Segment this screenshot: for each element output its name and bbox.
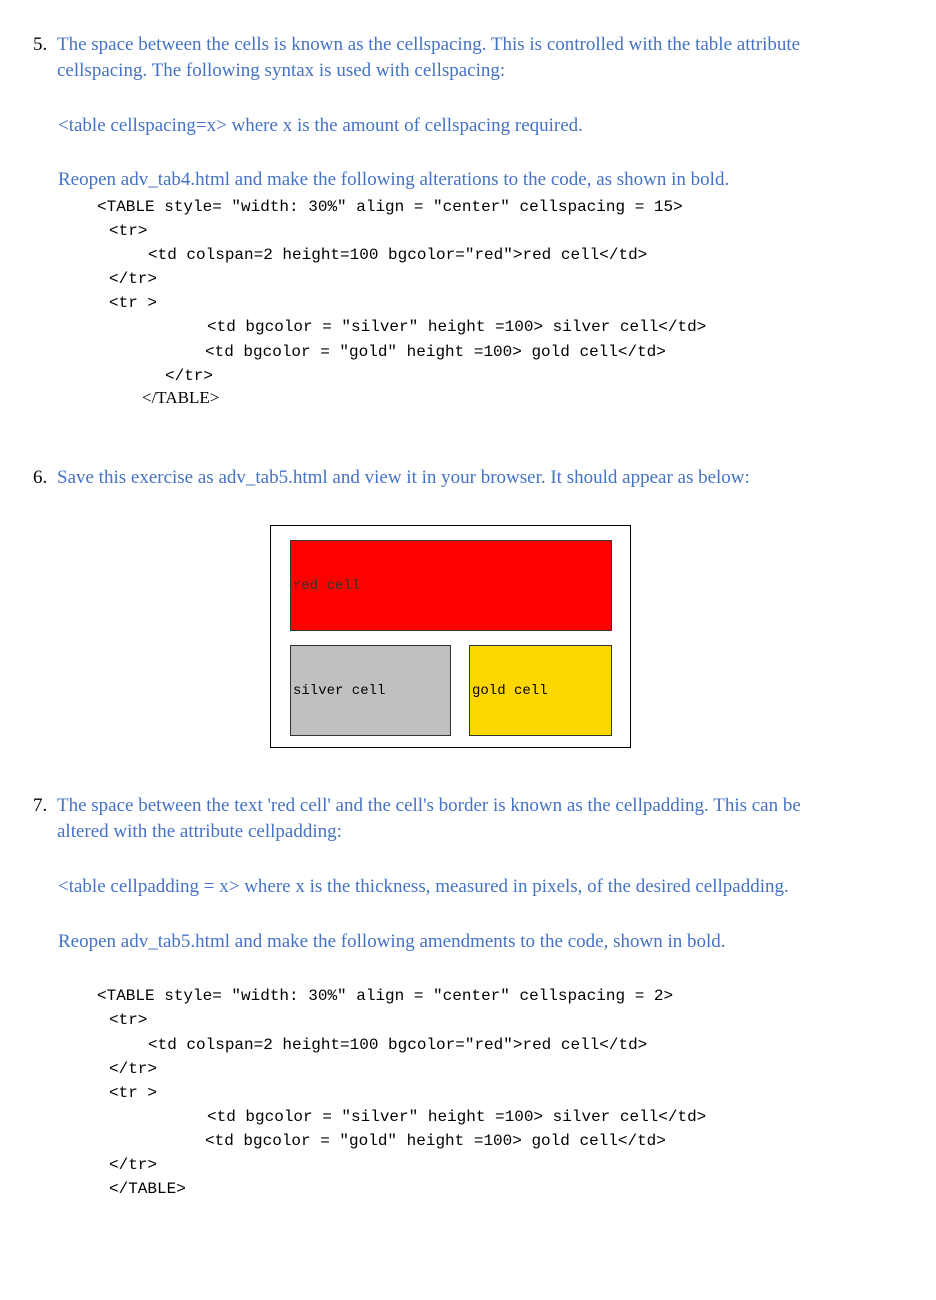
step7-code-line-0: <TABLE style= "width: 30%" align = "center" cellspacing = 2>	[97, 987, 674, 1005]
step7-instruction: Reopen adv_tab5.html and make the following amendments to the code, shown in bold.	[58, 931, 726, 952]
step7-code-line-7: </tr>	[109, 1156, 158, 1174]
step5-number: 5.	[33, 34, 48, 55]
step7-code-line-1: <tr>	[109, 1011, 148, 1029]
step6-number: 6.	[33, 467, 48, 488]
step7-number: 7.	[33, 795, 48, 816]
step5-code-line-1: <tr>	[109, 222, 148, 240]
step7-syntax: <table cellpadding = x> where x is the thickness, measured in pixels, of the desired cellpadding.	[58, 876, 789, 897]
step7-line2: altered with the attribute cellpadding:	[57, 821, 342, 842]
red-cell-label: red cell	[293, 577, 361, 594]
step5-instruction: Reopen adv_tab4.html and make the following alterations to the code, as shown in bold.	[58, 169, 730, 190]
silver-cell	[290, 645, 451, 736]
step7-code-line-3: </tr>	[109, 1060, 158, 1078]
step6-paragraph	[33, 465, 893, 491]
step6-text: Save this exercise as adv_tab5.html and view it in your browser. It should appear as below:	[57, 467, 750, 488]
step5-code-line-0: <TABLE style= "width: 30%" align = "center" cellspacing = 15>	[97, 198, 683, 216]
step7-line1: The space between the text 'red cell' and the cell's border is known as the cellpadding. This can be	[57, 795, 801, 816]
step5-code-line-6: <td bgcolor = "gold" height =100> gold cell</td>	[205, 343, 666, 361]
step5-line1: The space between the cells is known as the cellspacing. This is controlled with the table attribute	[57, 34, 801, 55]
step7-code-line-8: </TABLE>	[109, 1180, 186, 1198]
step5-code-line-5: <td bgcolor = "silver" height =100> silver cell</td>	[207, 318, 707, 336]
step7-code-line-6: <td bgcolor = "gold" height =100> gold cell</td>	[205, 1132, 666, 1150]
gold-cell	[469, 645, 612, 736]
demo-table	[270, 525, 631, 748]
step5-code-line-7: </tr>	[165, 367, 214, 385]
step5-syntax: <table cellspacing=x> where x is the amount of cellspacing required.	[58, 115, 583, 136]
red-cell	[290, 540, 612, 631]
step5-code-line-4: <tr >	[109, 294, 158, 312]
step7-paragraph	[33, 793, 893, 845]
gold-cell-label: gold cell	[472, 682, 548, 699]
step7-code-line-2: <td colspan=2 height=100 bgcolor="red">red cell</td>	[148, 1036, 648, 1054]
step7-code-line-5: <td bgcolor = "silver" height =100> silver cell</td>	[207, 1108, 707, 1126]
step7-code-line-4: <tr >	[109, 1084, 158, 1102]
step5-paragraph	[33, 32, 893, 84]
silver-cell-label: silver cell	[293, 682, 386, 699]
step5-code-line-3: </tr>	[109, 270, 158, 288]
step5-code-line-2: <td colspan=2 height=100 bgcolor="red">red cell</td>	[148, 246, 648, 264]
step5-line2: cellspacing. The following syntax is used with cellspacing:	[57, 60, 506, 81]
step5-code-line-8: </TABLE>	[142, 388, 220, 407]
